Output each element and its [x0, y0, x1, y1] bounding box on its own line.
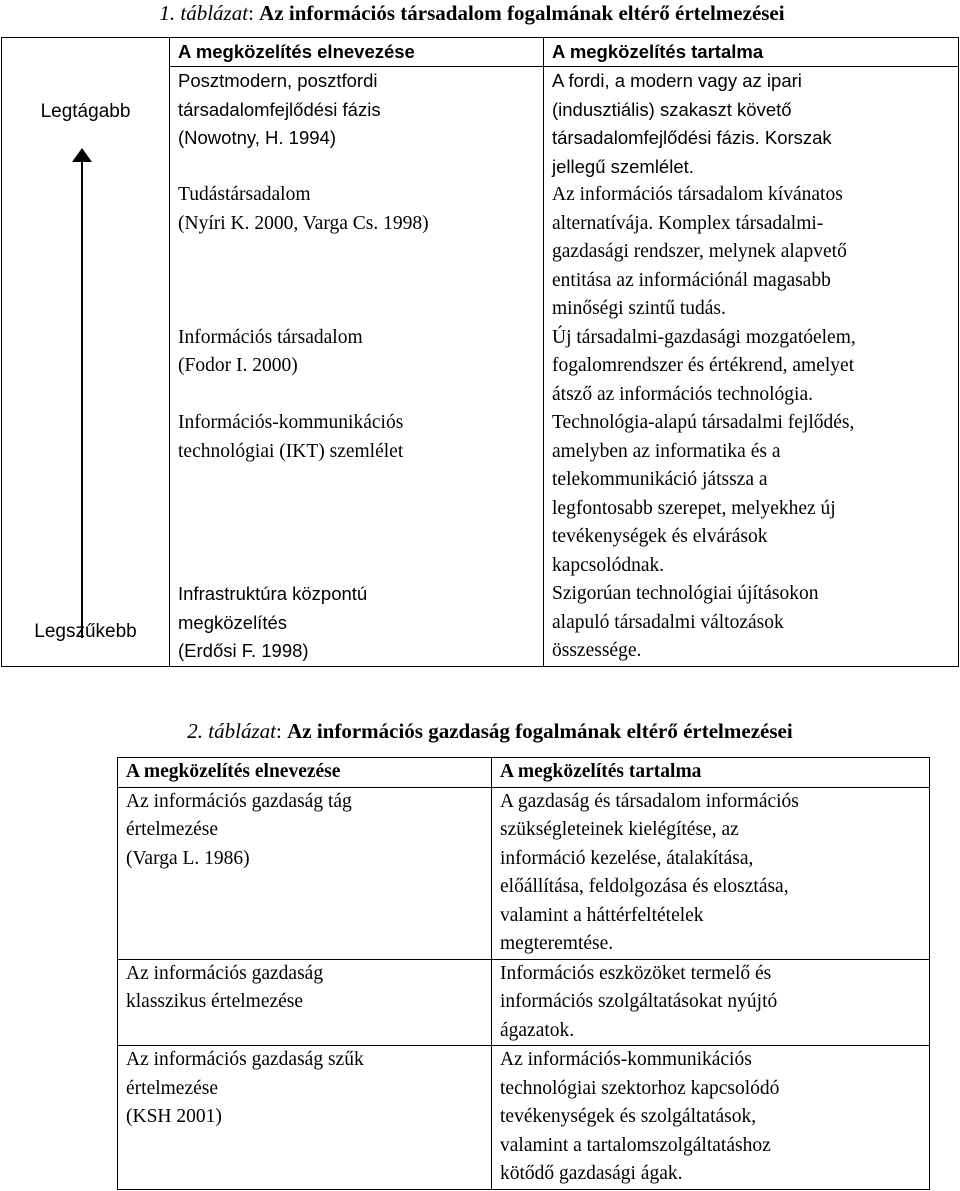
arrow-up-icon — [70, 148, 94, 638]
table1 — [1, 37, 959, 667]
t1-r2-name-line: Információs társadalom — [178, 326, 363, 348]
t1-r4-name-line: (Erdősi F. 1998) — [178, 640, 309, 661]
t2-r0-content-line: valamint a háttérfeltételek — [500, 904, 704, 926]
t1-row-content — [544, 580, 959, 666]
t1-row-content — [544, 324, 959, 410]
t1-r3-content-line: Technológia-alapú társadalmi fejlődés, — [552, 412, 855, 433]
t1-r0-content-line: társadalomfejlődési fázis. Korszak — [552, 127, 832, 148]
t1-r2-name-line: (Fodor I. 2000) — [178, 355, 298, 376]
t1-r3-content-line: telekommunikáció játssza a — [552, 469, 768, 490]
t1-row-name — [170, 181, 544, 324]
t2-r0-content-line: előállítása, feldolgozása és elosztása, — [500, 876, 789, 897]
t1-row-name — [170, 324, 544, 410]
t1-header-content: A megközelítés tartalma — [544, 38, 959, 67]
t1-r0-name-line: (Nowotny, H. 1994) — [178, 127, 336, 148]
t2-header-content: A megközelítés tartalma — [492, 758, 930, 788]
t1-row-content — [544, 181, 959, 324]
t2-row-name — [118, 787, 492, 959]
t1-r0-content-line: jellegű szemlélet. — [552, 155, 694, 177]
t1-r4-name-line: Infrastruktúra központú — [178, 583, 368, 604]
t2-row-name — [118, 1046, 492, 1190]
t2-row-name — [118, 959, 492, 1046]
t1-r4-name-line: megközelítés — [178, 611, 287, 633]
t1-r2-content-line: fogalomrendszer és értékrend, amelyet — [552, 355, 855, 376]
table1-caption — [0, 1, 952, 25]
table2-caption-number: 2. táblázat — [187, 719, 276, 743]
t1-row-name — [170, 67, 544, 182]
t2-row-content — [492, 1046, 930, 1190]
t1-r2-content-line: Új társadalmi-gazdasági mozgatóelem, — [552, 326, 856, 348]
table1-caption-number: 1. táblázat — [159, 1, 249, 25]
t1-r3-content-line: tevékenységek és elvárások — [552, 526, 768, 547]
t2-r1-name-line: Az információs gazdaság — [126, 962, 324, 984]
t2-row-content — [492, 787, 930, 959]
t1-r1-content-line: gazdasági rendszer, melynek alapvető — [552, 241, 847, 262]
t2-r0-name-line: (Varga L. 1986) — [126, 847, 250, 869]
t1-header-name: A megközelítés elnevezése — [170, 38, 544, 67]
t1-r1-content-line: entitása az információnál magasabb — [552, 269, 831, 291]
t2-r0-content-line: A gazdaság és társadalom információs — [500, 790, 799, 812]
t2-r2-content-line: Az információs-kommunikációs — [500, 1049, 752, 1070]
t2-r2-name-line: (KSH 2001) — [126, 1106, 222, 1127]
t2-r2-content-line: technológiai szektorhoz kapcsolódó — [500, 1077, 780, 1099]
t1-r0-name-line: társadalomfejlődési fázis — [178, 98, 381, 120]
t2-r0-content-line: szükségleteinek kielégítése, az — [500, 819, 739, 840]
t1-r3-content-line: legfontosabb szerepet, melyekhez új — [552, 497, 836, 519]
t2-row-content — [492, 959, 930, 1046]
t2-r0-name-line: értelmezése — [126, 819, 219, 840]
table2 — [117, 757, 930, 1190]
table2-caption — [10, 719, 960, 743]
t2-r2-content-line: tevékenységek és szolgáltatások, — [500, 1106, 757, 1127]
t2-r2-content-line: kötődő gazdasági ágak. — [500, 1163, 683, 1184]
t1-r4-content-line: alapuló társadalmi változások — [552, 611, 784, 633]
table2-caption-title: Az információs gazdaság fogalmának eltérő értelmezései — [287, 719, 793, 743]
t1-r4-content-line: Szigorúan technológiai újításokon — [552, 583, 819, 604]
t1-r0-content-line: (indusztiális) szakaszt követő — [552, 98, 792, 120]
t1-row-name — [170, 580, 544, 666]
t2-r0-content-line: megteremtése. — [500, 933, 614, 954]
t2-r1-name-line: klasszikus értelmezése — [126, 991, 304, 1012]
table2-caption-sep: : — [275, 719, 288, 743]
t1-r1-name-line: Tudástársadalom — [178, 184, 311, 205]
t2-r2-name-line: értelmezése — [126, 1077, 219, 1099]
t1-row-name — [170, 409, 544, 580]
t2-r2-name-line: Az információs gazdaság szűk — [126, 1049, 364, 1070]
t2-r0-content-line: információ kezelése, átalakítása, — [500, 847, 754, 869]
t2-header-name: A megközelítés elnevezése — [118, 758, 492, 788]
t1-r1-content-line: alternatívája. Komplex társadalmi- — [552, 212, 824, 234]
t1-r3-name-line: technológiai (IKT) szemlélet — [178, 440, 404, 462]
t1-r1-content-line: minőségi szintű tudás. — [552, 298, 726, 319]
t1-r1-name-line: (Nyíri K. 2000, Varga Cs. 1998) — [178, 212, 429, 234]
t2-r1-content-line: ágazatok. — [500, 1019, 575, 1041]
scale-top-label: Legtágabb — [40, 101, 131, 122]
t1-r3-name-line: Információs-kommunikációs — [178, 412, 404, 433]
table1-caption-sep: : — [248, 1, 260, 25]
t1-row-content — [544, 409, 959, 580]
scale-column — [2, 38, 170, 667]
t2-r1-content-line: információs szolgáltatásokat nyújtó — [500, 991, 778, 1012]
t1-r4-content-line: összessége. — [552, 640, 642, 661]
t1-r2-content-line: átsző az információs technológia. — [552, 383, 813, 405]
t1-r0-name-line: Posztmodern, posztfordi — [178, 70, 378, 91]
scale-bottom-label: Legszűkebb — [34, 621, 137, 642]
t1-row-content — [544, 67, 959, 182]
t1-r3-content-line: kapcsolódnak. — [552, 554, 665, 576]
t1-r1-content-line: Az információs társadalom kívánatos — [552, 184, 843, 205]
t1-r3-content-line: amelyben az informatika és a — [552, 440, 781, 462]
t2-r0-name-line: Az információs gazdaság tág — [126, 790, 352, 812]
t2-r2-content-line: valamint a tartalomszolgáltatáshoz — [500, 1134, 771, 1156]
t2-r1-content-line: Információs eszközöket termelő és — [500, 962, 772, 984]
table1-caption-title: Az információs társadalom fogalmának eltérő értelmezései — [259, 1, 785, 25]
t1-r0-content-line: A fordi, a modern vagy az ipari — [552, 70, 802, 91]
